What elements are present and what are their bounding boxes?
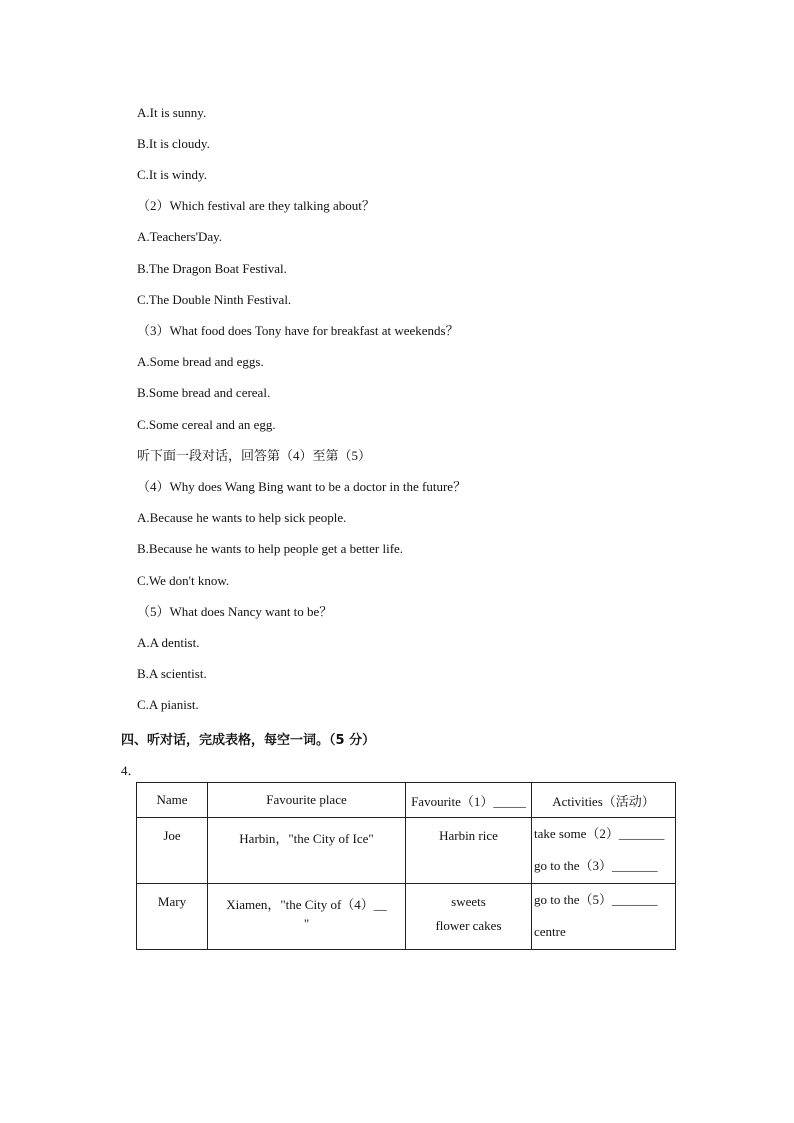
question-3: （3）What food does Tony have for breakfast at weekends？ [137, 323, 459, 338]
option-4b: B.Because he wants to help people get a better life. [137, 541, 404, 556]
cell-favourite-text: Harbin rice [439, 828, 498, 843]
cell-name [137, 818, 208, 884]
cell-activities [532, 818, 676, 884]
section-heading: 四、听对话，完成表格，每空一词。（5 分） [121, 733, 376, 748]
option-1b: B.It is cloudy. [137, 136, 210, 151]
cell-favourite [406, 884, 532, 950]
cell-place-continuation: " [303, 916, 310, 931]
cell-place-text: Harbin，"the City of Ice" [239, 831, 374, 846]
cell-place [208, 884, 406, 950]
activity-line-1: go to the（5）_______ [534, 892, 658, 907]
option-3b: B.Some bread and cereal. [137, 385, 271, 400]
cell-place-text: Xiamen，"the City of（4）__ [226, 897, 387, 912]
question-number: 4． [121, 763, 141, 778]
activity-line-1: take some（2）_______ [534, 826, 665, 841]
instruction-line: 听下面一段对话，回答第（4）至第（5） [137, 448, 372, 463]
cell-place [208, 818, 406, 884]
question-4: （4）Why does Wang Bing want to be a doctor in the future？ [137, 479, 467, 494]
header-place: Favourite place [208, 783, 406, 818]
option-5c: C.A pianist. [137, 697, 199, 712]
header-activities: Activities（活动） [532, 783, 676, 818]
table-row [137, 818, 676, 884]
header-favourite: Favourite（1）_____ [406, 783, 532, 818]
option-4a: A.Because he wants to help sick people. [137, 510, 347, 525]
activity-line-2: go to the（3）_______ [534, 858, 658, 873]
option-2b: B.The Dragon Boat Festival. [137, 261, 287, 276]
option-1c: C.It is windy. [137, 167, 207, 182]
activity-line-2: centre [534, 924, 566, 939]
cell-name [137, 884, 208, 950]
table-row [137, 884, 676, 950]
option-5a: A.A dentist. [137, 635, 200, 650]
option-1a: A.It is sunny. [137, 105, 207, 120]
cell-activities [532, 884, 676, 950]
option-3c: C.Some cereal and an egg. [137, 417, 276, 432]
cell-favourite [406, 818, 532, 884]
question-5: （5）What does Nancy want to be？ [137, 604, 333, 619]
option-2a: A.Teachers'Day. [137, 229, 223, 244]
question-2: （2）Which festival are they talking about？ [137, 198, 375, 213]
option-2c: C.The Double Ninth Festival. [137, 292, 292, 307]
option-4c: C.We don't know. [137, 573, 230, 588]
listening-table [136, 782, 676, 950]
option-3a: A.Some bread and eggs. [137, 354, 264, 369]
cell-name-text: Mary [157, 894, 187, 909]
cell-name-text: Joe [163, 828, 181, 843]
table-header-row [137, 783, 676, 818]
cell-favourite-text: sweets [451, 894, 486, 909]
header-name: Name [137, 783, 208, 818]
cell-favourite-text-2: flower cakes [435, 918, 502, 933]
option-5b: B.A scientist. [137, 666, 207, 681]
